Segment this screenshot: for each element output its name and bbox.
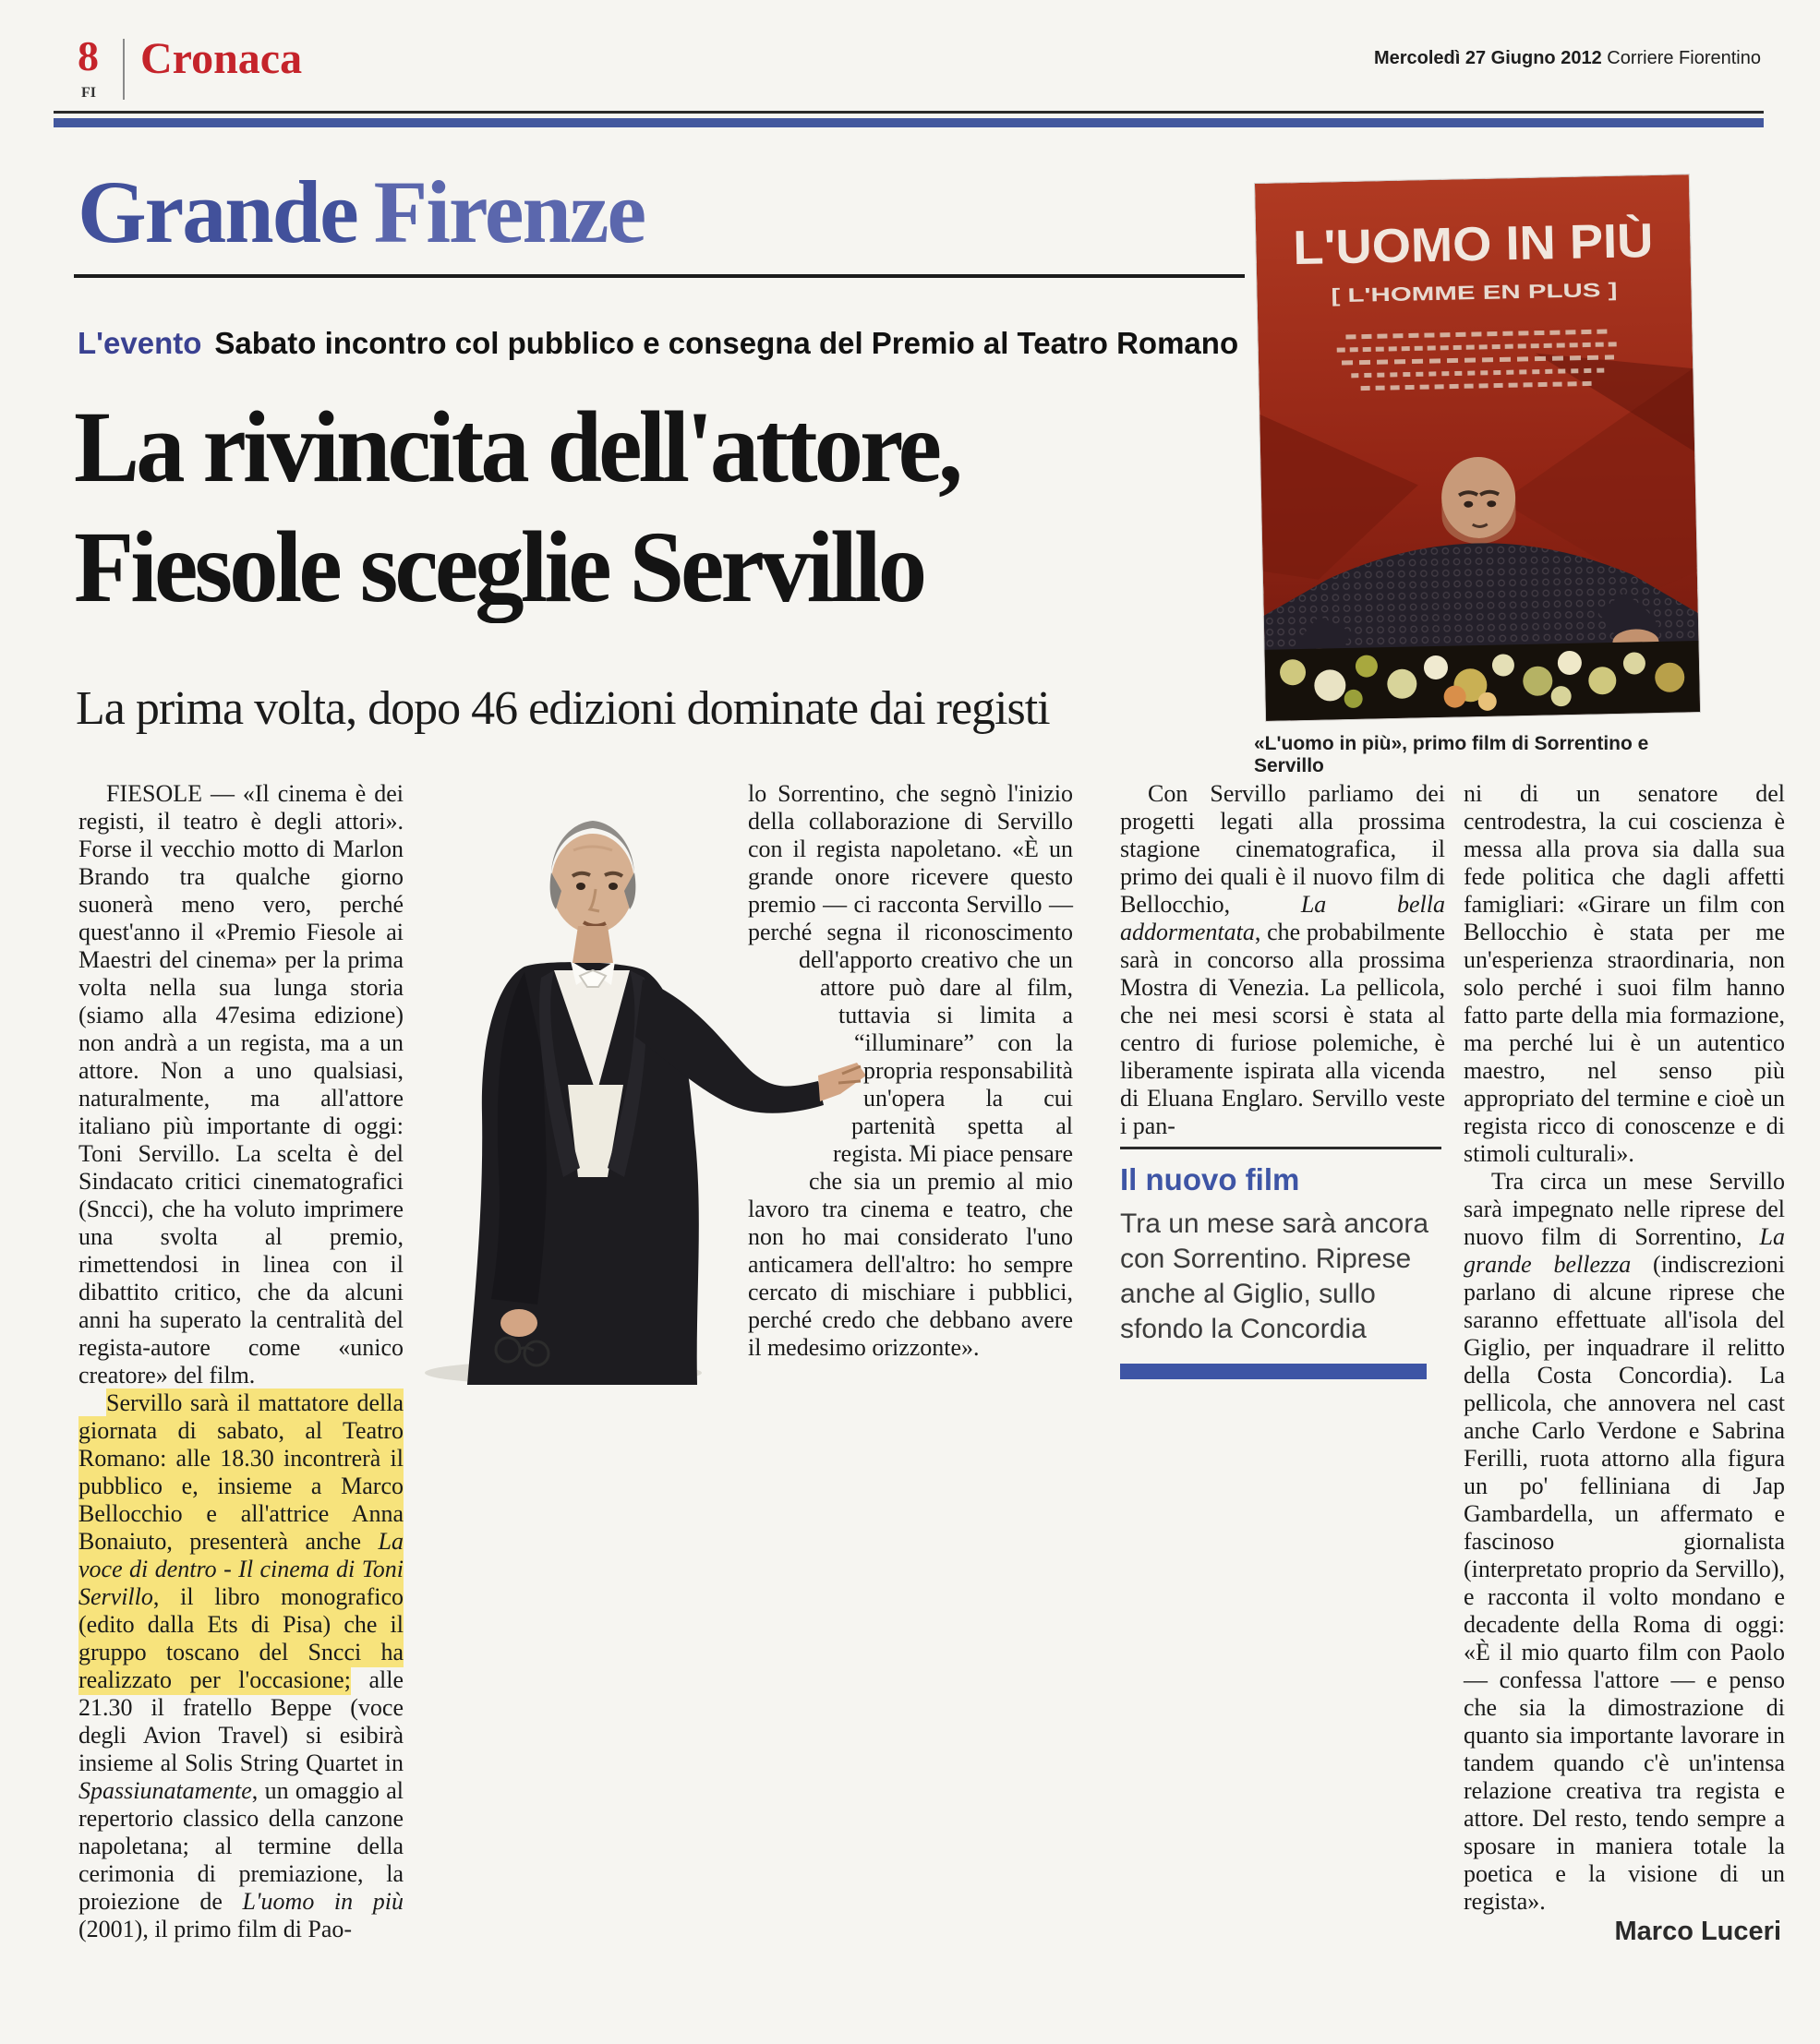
page-title-word1: Grande [78, 162, 357, 261]
poster-title-text: L'UOMO IN PIÙ [1292, 214, 1639, 276]
poster-subtitle-text: [ L'HOMME EN PLUS ] [1331, 281, 1536, 307]
text-run: L'uomo in più [242, 1888, 404, 1915]
article-column-4 [1464, 780, 1785, 1945]
article-column-2 [748, 780, 1073, 1362]
text-run: alle 21.30 il fratello Beppe (voce degli Avion Travel) si esibirà insieme al Solis String Quartet in [78, 1666, 404, 1776]
edition-code: FI [81, 85, 96, 101]
poster-caption: «L'uomo in più», primo film di Sorrentino e Servillo [1254, 733, 1649, 776]
photo-wrap-spacer [748, 1168, 809, 1196]
issue-date: Mercoledì 27 Giugno 2012 [1373, 48, 1602, 68]
photo-wrap-spacer [748, 1057, 863, 1085]
body-paragraph [1464, 1168, 1785, 1916]
text-run: Spassiunatamente [78, 1777, 252, 1804]
kicker-text: Sabato incontro col pubblico e consegna del Premio al Teatro Romano [214, 326, 1239, 360]
highlighted-text-run: , il libro monografico (edito dalla Ets di Pisa) che il gruppo toscano del Sncci ha realizzato per l'occasione; [78, 1583, 404, 1693]
text-run: Con Servillo parliamo dei progetti legati alla prossima stagione cinematografica, il primo dei quali è il nuovo film di Bellocchio, [1120, 780, 1445, 918]
headline-line1: La rivincita dell'attore, [74, 391, 959, 503]
body-paragraph [1120, 780, 1445, 1140]
photo-wrap-spacer [748, 1140, 833, 1168]
photo-wrap-spacer [748, 1029, 854, 1057]
photo-wrap-spacer [748, 946, 799, 974]
masthead-divider [123, 39, 125, 100]
text-run: FIESOLE — «Il cinema è dei registi, il teatro è degli attori». Forse il vecchio motto di Marlon Brando tra qualche giorno suonerà meno vero, perché quest'anno il «Premio Fiesole ai Maestri del cinema» per la prima volta nella sua lunga storia (siamo alla 47esima edizione) non andrà a un regista, ma a un attore. Non a uno qualsiasi, naturalmente, ma all'attore italiano più importante di oggi: Toni Servillo. La scelta è del Sindacato critici cinematografici (Sncci), che ha voluto imprimere una svolta al premio, rimettendosi in linea con il dibattito critico, che da alcuni anni ha superato la centralità del regista-autore come «unico creatore» del film. [78, 780, 404, 1389]
photo-wrap-spacer [748, 1112, 851, 1140]
page-number: 8 [78, 32, 99, 79]
byline: Marco Luceri [1614, 1917, 1781, 1946]
text-run: (2001), il primo film di Pao- [78, 1916, 353, 1942]
text-run: La bella addormentata [1120, 891, 1445, 945]
body-paragraph [78, 1389, 404, 1943]
kicker [78, 325, 1278, 362]
text-run: , un omaggio al repertorio classico della canzone napoletana; al termine della cerimonia di premiazione, la proiezione de [78, 1777, 404, 1915]
text-run: ni di un senatore del centrodestra, la cui coscienza è messa alla prova sia dalla sua fede politica che dagli affetti famigliari: «Girare un film con Bellocchio è stata per me un'esperienza straordinaria, non solo perché i suoi film hanno fatto parte della mia formazione, ma perché lui è un autentico maestro, nel senso più appropriato del termine e cioè un regista ricco di conoscenze e di stimoli culturali». [1464, 780, 1785, 1167]
body-paragraph [78, 780, 404, 1389]
subhead: La prima volta, dopo 46 edizioni dominate dai registi [76, 682, 1050, 735]
masthead-date-line [1374, 48, 1761, 69]
photo-wrap-spacer [748, 1002, 838, 1029]
newspaper-name: Corriere Fiorentino [1607, 48, 1761, 68]
sidebox-il-nuovo-film [1120, 1147, 1441, 1379]
section-title: Cronaca [140, 34, 303, 83]
sidebox-text: Tra un mese sarà ancora con Sorrentino. Riprese anche al Giglio, sullo sfondo la Concordia [1120, 1208, 1429, 1344]
article-column-1 [78, 780, 404, 1943]
sidebox-top-rule [1120, 1147, 1441, 1149]
sidebox-bottom-bar [1120, 1364, 1427, 1379]
body-paragraph [1464, 780, 1785, 1168]
headline-line2: Fiesole sceglie Servillo [74, 510, 924, 623]
photo-wrap-spacer [748, 1085, 863, 1112]
kicker-label: L'evento [78, 326, 202, 360]
text-run: La grande bellezza [1464, 1223, 1785, 1278]
photo-wrap-spacer [748, 974, 820, 1002]
masthead-rule-thin [54, 111, 1764, 114]
highlighted-text-run: Servillo sarà il mattatore della giornata di sabato, al Teatro Romano: alle 18.30 incontrerà il pubblico e, insieme a Marco Bellocchio e all'attrice Anna Bonaiuto, presenterà anche [78, 1389, 404, 1555]
movie-poster-image [1255, 174, 1700, 721]
text-run: lo Sorrentino, che segnò l'inizio della collaborazione di Servillo con il regista napoletano. «È un grande onore ricevere questo premio — ci racconta Servillo — perché segna il riconoscimento dell'apporto creativo che un attore può dare al film, tuttavia si limita a “illuminare” con la propria responsabilità un'opera la cui partenità spetta al regista. Mi piace pensare che sia un premio al mio lavoro tra cinema e teatro, che non ho mai considerato l'uno anticamera dell'altro: ho sempre cercato di mischiare i pubblici, perché credo che debbano avere il medesimo orizzonte». [748, 780, 1073, 1361]
headline [74, 388, 1229, 628]
text-run: Tra circa un mese Servillo sarà impegnato nelle riprese del nuovo film di Sorrentino, [1464, 1168, 1785, 1250]
highlighted-text-run: La voce di dentro - Il cinema di Toni Servillo [78, 1528, 404, 1610]
article-column-3 [1120, 780, 1445, 1140]
page-title [78, 162, 645, 261]
text-run: (indiscrezioni parlano di alcune riprese che saranno effettuate all'isola del Giglio, per inquadrare il relitto della Costa Concordia). La pellicola, che annovera nel cast anche Carlo Verdone e Sabrina Ferilli, ruota attorno alla figura un po' felliniana di Jap Gambardella, un affermato e fascinoso giornalista (interpretato proprio da Servillo), e racconta il volto mondano e decadente della Roma di oggi: «È il mio quarto film con Paolo — confessa l'attore — e penso che sia la dimostrazione di quanto sia importante lavorare in tandem quando c'è un'intensa relazione creativa tra regista e attore. Del resto, tendo sempre a sposare in maniera totale la poetica e la visione di un regista». [1464, 1251, 1785, 1915]
text-run: , che probabilmente sarà in concorso alla prossima Mostra di Venezia. La pellicola, che nei mesi scorsi è stata al centro di furiose polemiche, è liberamente ispirata alla vicenda di Eluana Englaro. Servillo veste i pan- [1120, 919, 1445, 1139]
page-title-word2: Firenze [373, 162, 645, 261]
masthead-rule-blue [54, 118, 1764, 127]
section-rule [74, 274, 1245, 278]
sidebox-title: Il nuovo film [1120, 1162, 1300, 1196]
